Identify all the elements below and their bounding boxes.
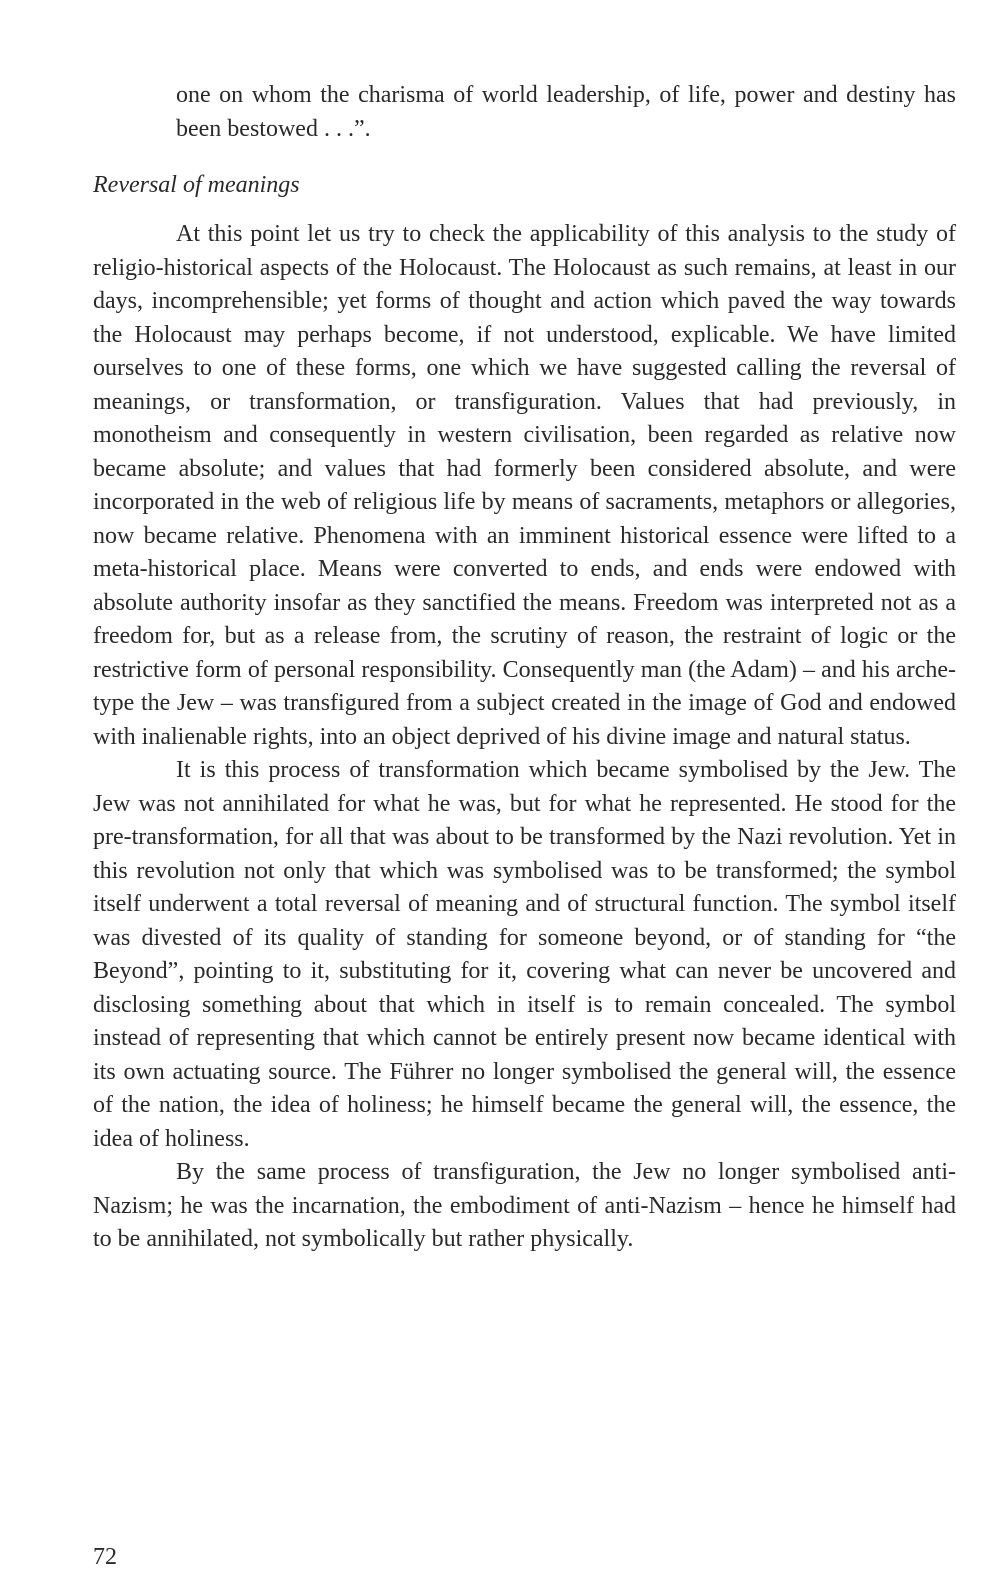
page-number: 72 xyxy=(93,1544,117,1570)
body-paragraph: It is this process of transformation which became symbolised by the Jew. The Jew was not annihilated for what he was, but for what he represented. He stood for the pre-transformation, for all that was about to be transformed by the Nazi revolution. Yet in this revolution not only that which was symbolised was to be transformed; the symbol itself underwent a total reversal of meaning and of structural function. The symbol itself was divested of its quality of standing for someone beyond, or of standing for “the Beyond”, pointing to it, substituting for it, covering what can never be uncovered and disclosing something about that which in itself is to remain concealed. The symbol instead of representing that which cannot be entirely present now became identical with its own actuating source. The Führer no longer symbolised the general will, the essence of the nation, the idea of holiness; he himself became the general will, the essence, the idea of holiness. xyxy=(93,757,956,1152)
closing-quotation: one on whom the charisma of world leadership, of life, power and destiny has been bestowed . . .”. xyxy=(176,82,956,142)
section-body xyxy=(93,218,956,1257)
section-heading: Reversal of meanings xyxy=(93,172,300,198)
body-paragraph: At this point let us try to check the applicability of this analysis to the study of religio-historical aspects of the Holocaust. The Holocaust as such remains, at least in our days, incomprehensible; yet forms of thought and action which paved the way towards the Holocaust may perhaps become, if not understood, explicable. We have limited ourselves to one of these forms, one which we have suggested calling the reversal of meanings, or transformation, or transfiguration. Values that had previously, in monotheism and consequently in western civilisation, been regarded as relative now became absolute; and values that had formerly been considered absolute, and were incorporated in the web of religious life by means of sacraments, metaphors or allegories, now became relative. Phenomena with an imminent historical essence were lifted to a meta-historical place. Means were converted to ends, and ends were endowed with absolute authority insofar as they sanctified the means. Freedom was interpreted not as a freedom for, but as a release from, the scrutiny of reason, the restraint of logic or the restrictive form of personal responsibility. Consequently man (the Adam) – and his arche-type the Jew – was transfigured from a subject created in the image of God and endowed with inalienable rights, into an object deprived of his divine image and natural status. xyxy=(93,221,956,750)
body-paragraph: By the same process of transfiguration, the Jew no longer symbolised anti-Nazism; he was the incarnation, the embodiment of anti-Nazism – hence he himself had to be annihilated, not symbolically but rather physically. xyxy=(93,1159,956,1252)
